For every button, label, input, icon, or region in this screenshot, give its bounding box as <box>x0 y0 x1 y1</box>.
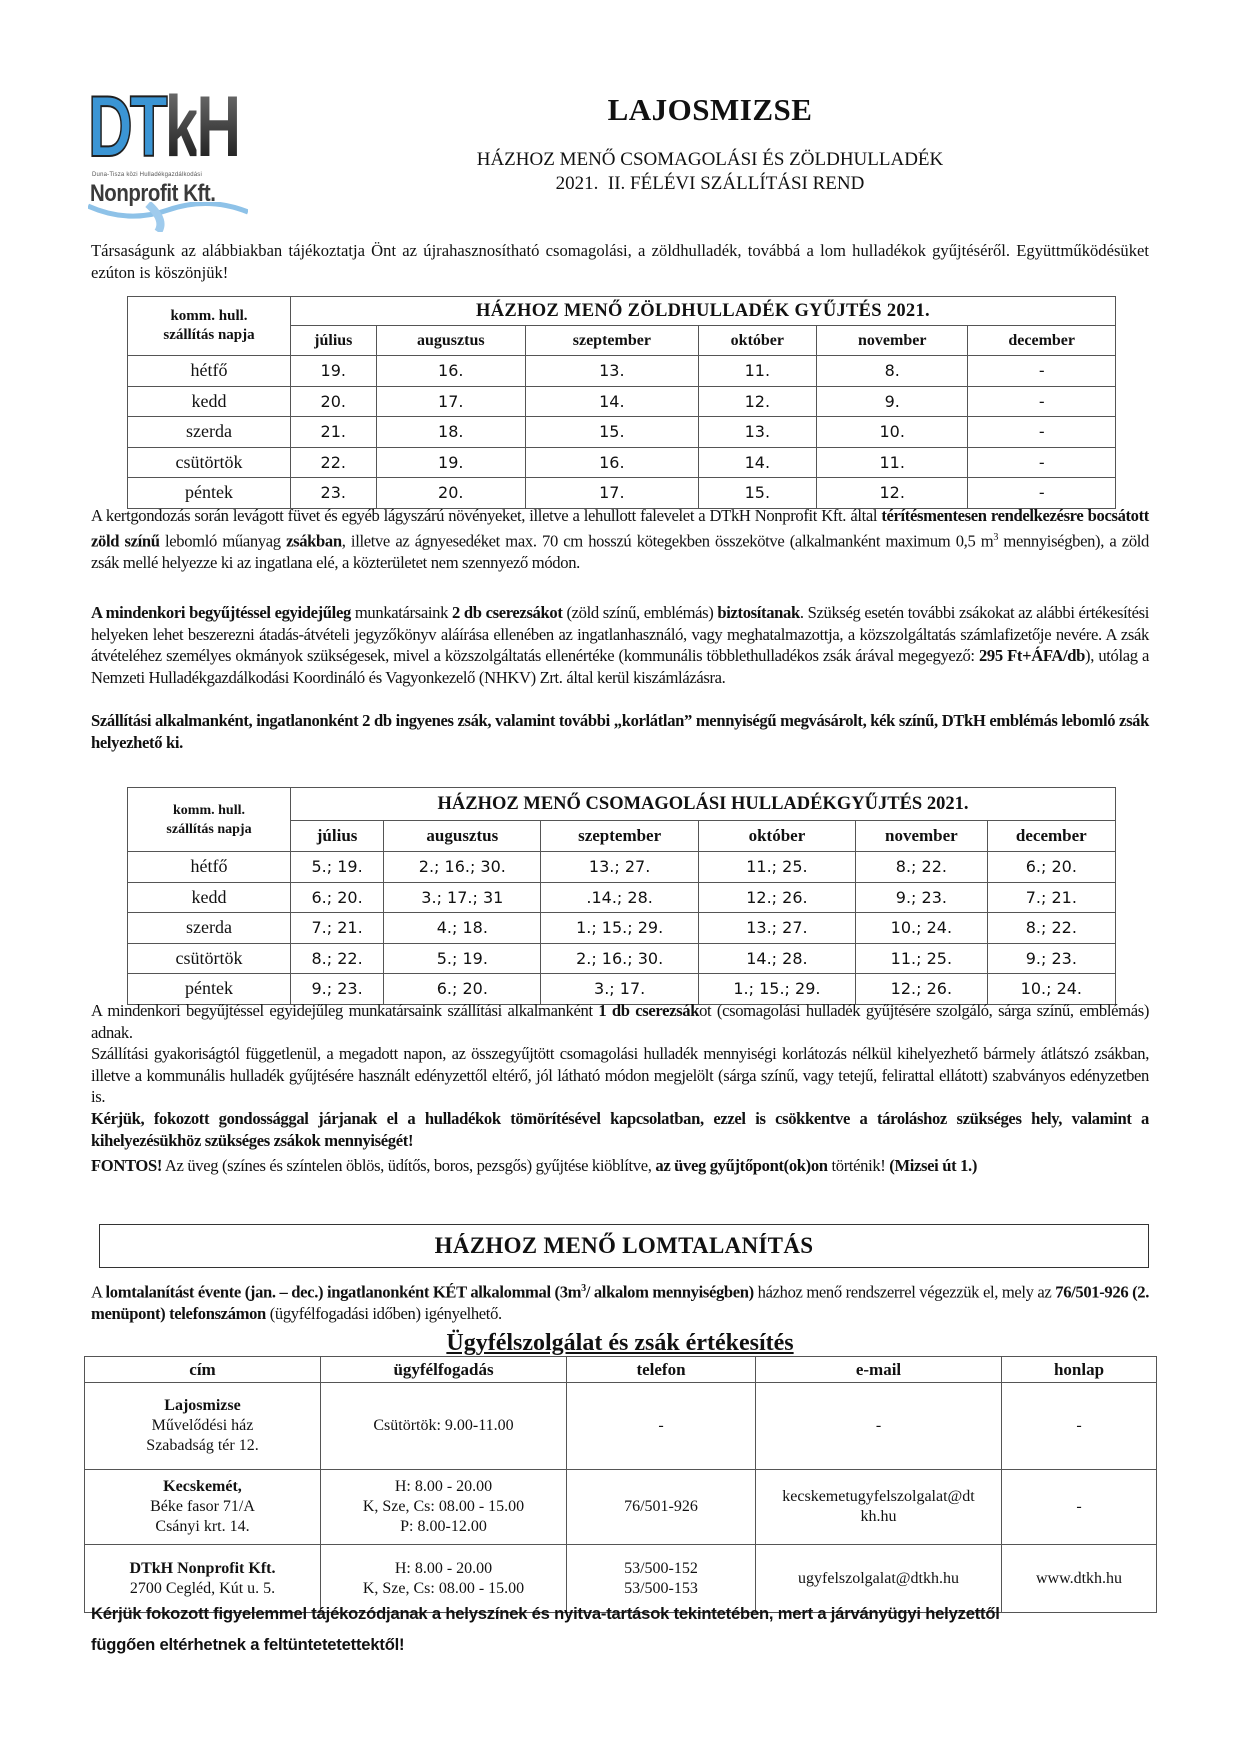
table-row: kedd 20. 17. 14. 12. 9. - <box>128 386 1116 417</box>
glass-notice: FONTOS! Az üveg (színes és színtelen öblös, üdítős, boros, pezsgős) gyűjtése kiöblítve, az üveg gyűjtőpont(ok)on történik! (Mizsei út 1.) <box>91 1156 978 1175</box>
intro-paragraph: Társaságunk az alábbiakban tájékoztatja Önt az újrahasznosítható csomagolási, a zöldhulladék, továbbá a lom hulladékok gyűjtéséről. Együttműködésüket ezúton is köszönjük! <box>91 241 1149 282</box>
table-row: Kecskemét, Béke fasor 71/A Csányi krt. 14. H: 8.00 - 20.00 K, Sze, Cs: 08.00 - 15.00 P: 8.00-12.00 76/501-926 kecskemetugyfelszolgalat@dt kh.hu - <box>85 1470 1157 1545</box>
page-title: LAJOSMIZSE <box>607 92 813 127</box>
website-link[interactable]: www.dtkh.hu <box>1035 1569 1123 1587</box>
bulky-waste-heading: HÁZHOZ MENŐ LOMTALANÍTÁS <box>99 1224 1149 1268</box>
bag-exchange-paragraph: A mindenkori begyűjtéssel egyidejűleg munkatársaink 2 db cserezsákot (zöld színű, emblémás) biztosítanak. Szükség esetén további zsákokat az alábbi értékesítési helyeken lehet beszerezni átadás-átvételi jegyzőkönyv aláírása ellenében az ingatlanhasználó, vagy meghatalmazottja, a közszolgáltatás számlafizetője nevére. A zsák átvételéhez személyes okmányok szükségesek, mivel a közszolgáltatás ellenértéke (kommunális többlethulladékos zsák árával megegyező: 295 Ft+ÁFA/db), utólag a Nemzeti Hulladékgazdálkodási Koordináló és Vagyonkezelő (NHKV) Zrt. által kerül kiszámlázásra. <box>91 603 1150 687</box>
closing-notice: Kérjük fokozott figyelemmel tájékozódjanak a helyszínek és nyitva-tartások tekintetében, mert a járványügyi helyzettől függően eltérhetnek a feltüntetetettektől! <box>91 1604 1000 1654</box>
service-table <box>84 1356 1157 1613</box>
compaction-notice: Kérjük, fokozott gondossággal járjanak el a hulladékok tömörítésével kapcsolatban, ezzel is csökkentve a tároláshoz szükséges hely, valamint a kihelyezésükhöz szükséges zsákok mennyiségét! <box>91 1109 1149 1150</box>
month-header-row: július augusztus szeptember október november december <box>128 821 1116 852</box>
table-row: szerda 21. 18. 15. 13. 10. - <box>128 417 1116 448</box>
packaging-waste-table <box>127 787 1116 1005</box>
logo-subline: Duna-Tisza közi Hulladékgazdálkodási <box>92 172 203 178</box>
service-header-row: cím ügyfélfogadás telefon e-mail honlap <box>85 1357 1157 1383</box>
table-row: csütörtök 22. 19. 16. 14. 11. - <box>128 447 1116 478</box>
table-row: hétfő 19. 16. 13. 11. 8. - <box>128 356 1116 387</box>
email-link[interactable]: kecskemetugyfelszolgalat@dt <box>782 1488 975 1505</box>
table-row: Lajosmizse Művelődési ház Szabadság tér 12. Csütörtök: 9.00-11.00 - - - <box>85 1383 1157 1470</box>
table-title: HÁZHOZ MENŐ ZÖLDHULLADÉK GYŰJTÉS 2021. <box>291 297 1116 326</box>
table-row: DTkH Nonprofit Kft. 2700 Cegléd, Kút u. 5. H: 8.00 - 20.00 K, Sze, Cs: 08.00 - 15.00 53/500-152 53/500-153 ugyfelszolgalat@dtkh.hu www.dtkh.hu <box>85 1545 1157 1613</box>
logo-wave-icon <box>88 202 248 232</box>
page-subtitle: HÁZHOZ MENŐ CSOMAGOLÁSI ÉS ZÖLDHULLADÉK 2021. II. FÉLÉVI SZÁLLÍTÁSI REND <box>476 149 944 194</box>
table-row: kedd 6.; 20. 3.; 17.; 31 .14.; 28. 12.; 26. 9.; 23. 7.; 21. <box>128 882 1116 913</box>
logo-company: Nonprofit Kft. <box>90 180 216 207</box>
table-row: szerda 7.; 21. 4.; 18. 1.; 15.; 29. 13.; 27. 10.; 24. 8.; 22. <box>128 913 1116 944</box>
table-row: csütörtök 8.; 22. 5.; 19. 2.; 16.; 30. 14.; 28. 11.; 25. 9.; 23. <box>128 943 1116 974</box>
service-heading: Ügyfélszolgálat és zsák értékesítés <box>446 1330 794 1356</box>
day-column-header: komm. hull. szállítás napja <box>128 297 291 356</box>
table-row: péntek 23. 20. 17. 15. 12. - <box>128 478 1116 509</box>
bulky-waste-paragraph: A lomtalanítást évente (jan. – dec.) ingatlanonként KÉT alkalommal ($3m^3/$ alkalom mennyiségben) házhoz menő rendszerrel végezzük el, mely az 76/501-926 (2. menüpont) telefonszámon (ügyfélfogadási időben) igényelhető. <box>91 1282 1149 1324</box>
packaging-bag-paragraph: A mindenkori begyűjtéssel egyidejűleg munkatársaink szállítási alkalmanként 1 db cserezsákot (csomagolási hulladék gyűjtésére szolgáló, sárga színű, emblémás) adnak. <box>91 1001 1149 1042</box>
table-row: hétfő 5.; 19. 2.; 16.; 30. 13.; 27. 11.; 25. 8.; 22. 6.; 20. <box>128 852 1116 883</box>
email-link[interactable]: ugyfelszolgalat@dtkh.hu <box>798 1569 959 1587</box>
table-row: péntek 9.; 23. 6.; 20. 3.; 17. 1.; 15.; 29. 12.; 26. 10.; 24. <box>128 974 1116 1005</box>
packaging-rules-paragraph: Szállítási gyakoriságtól függetlenül, a megadott napon, az összegyűjtött csomagolási hulladék mennyiségi korlátozás nélkül kihelyezhető bármely átlátszó zsákban, illetve a kommunális hulladék gyűjtésére használt edényzettől eltérő, jól látható módon megjelölt (sárga színű, vagy tetejű, felirattal ellátott) szabványos edényzetben is. <box>91 1044 1149 1107</box>
bag-limit-notice: Szállítási alkalmanként, ingatlanonként 2 db ingyenes zsák, valamint további „korlátlan” mennyiségű megvásárolt, kék színű, DTkH emblémás lebomló zsák helyezhető ki. <box>91 711 1149 752</box>
logo-wordmark: DTkH <box>88 79 239 175</box>
dtkh-logo <box>88 79 248 214</box>
green-waste-paragraph: A kertgondozás során levágott füvet és egyéb lágyszárú növényeket, illetve a lehullott falevelet a DTkH Nonprofit Kft. által térítésmentesen rendelkezésre bocsátott zöld színű lebomló műanyag zsákban, illetve az ágnyesedéket max. 70 cm hosszú kötegekben összekötve (alkalmanként maximum 0,5 $m^3$ mennyiségben), a zöld zsák mellé helyezze ki az ingatlana elé, a közterületet nem szennyező módon. <box>91 506 1149 572</box>
month-header-row: július augusztus szeptember október november december <box>128 326 1116 356</box>
day-column-header: komm. hull. szállítás napja <box>128 788 291 852</box>
table-title: HÁZHOZ MENŐ CSOMAGOLÁSI HULLADÉKGYŰJTÉS 2021. <box>291 788 1116 821</box>
green-waste-table <box>127 296 1116 509</box>
